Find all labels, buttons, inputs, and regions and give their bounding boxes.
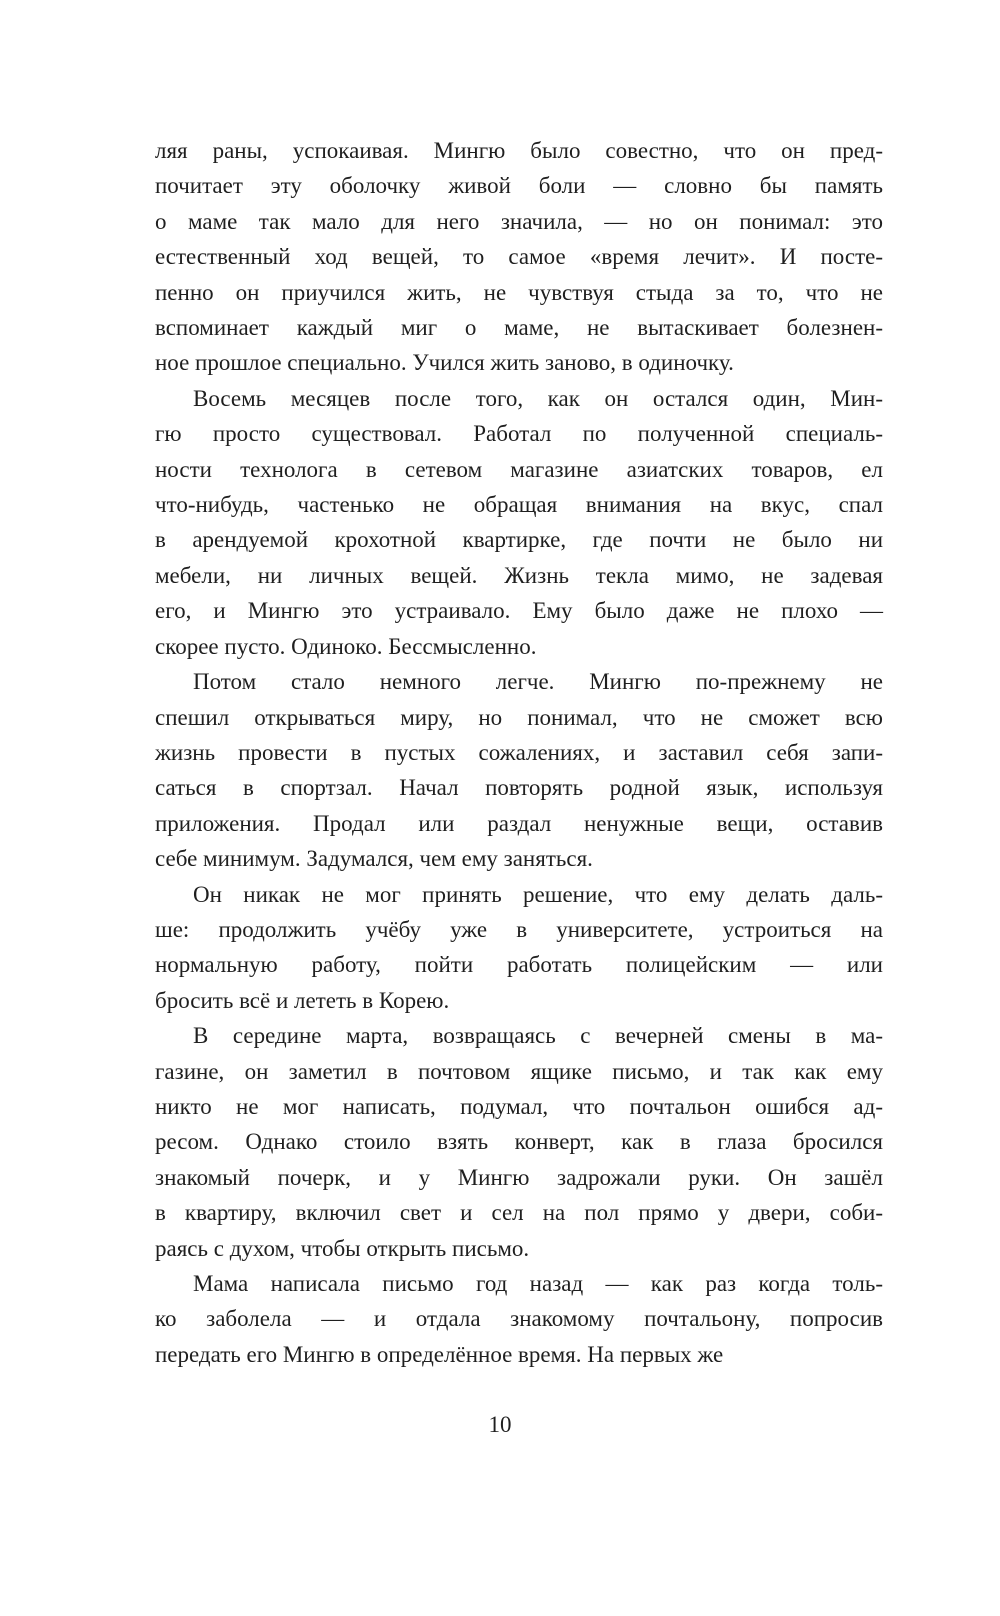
text-line: саться в спортзал. Начал повторять родной язык, используя <box>155 775 883 801</box>
text-line: жизнь провести в пустых сожалениях, и заставил себя запи- <box>155 739 883 765</box>
text-line: в квартиру, включил свет и сел на пол прямо у двери, соби- <box>155 1200 883 1226</box>
text-line: почитает эту оболочку живой боли — словно бы память <box>155 173 883 199</box>
text-line: Потом стало немного легче. Мингю по-прежнему не <box>193 669 883 695</box>
text-line: ляя раны, успокаивая. Мингю было совестно, что он пред- <box>155 138 883 163</box>
text-line: естественный ход вещей, то самое «время лечит». И посте- <box>155 244 883 270</box>
text-line: гю просто существовал. Работал по полученной специаль- <box>155 421 883 447</box>
text-line: Восемь месяцев после того, как он остался один, Мин- <box>193 385 883 411</box>
text-line: знакомый почерк, и у Мингю задрожали руки. Он зашёл <box>155 1164 883 1190</box>
paragraph <box>155 877 883 1019</box>
text-line: в арендуемой крохотной квартирке, где почти не было ни <box>155 527 883 553</box>
text-line: В середине марта, возвращаясь с вечерней смены в ма- <box>193 1023 883 1049</box>
paragraph <box>155 133 883 381</box>
text-line: ше: продолжить учёбу уже в университете, устроиться на <box>155 916 883 942</box>
text-line: спешил открываться миру, но понимал, что не сможет всю <box>155 704 883 730</box>
text-line: себе минимум. Задумался, чем ему заняться. <box>155 846 593 872</box>
text-line: его, и Мингю это устраивало. Ему было даже не плохо — <box>155 598 883 624</box>
text-block <box>155 133 883 1372</box>
text-line: вспоминает каждый миг о маме, не вытаскивает болезнен- <box>155 315 883 341</box>
text-line: что-нибудь, частенько не обращая внимания на вкус, спал <box>155 492 883 518</box>
text-line: приложения. Продал или раздал ненужные вещи, оставив <box>155 810 883 836</box>
text-line: пенно он приучился жить, не чувствуя стыда за то, что не <box>155 279 883 305</box>
text-line: бросить всё и лететь в Корею. <box>155 987 450 1013</box>
text-line: мебели, ни личных вещей. Жизнь текла мимо, не задевая <box>155 562 883 588</box>
text-line: нормальную работу, пойти работать полицейским — или <box>155 952 883 978</box>
text-line: ко заболела — и отдала знакомому почтальону, попросив <box>155 1306 883 1332</box>
text-line: ресом. Однако стоило взять конверт, как в глаза бросился <box>155 1129 883 1155</box>
text-line: ное прошлое специально. Учился жить заново, в одиночку. <box>155 350 734 376</box>
page-number: 10 <box>488 1412 512 1437</box>
text-line: Мама написала письмо год назад — как раз когда толь- <box>193 1271 883 1296</box>
paragraph <box>155 1018 883 1266</box>
text-line: никто не мог написать, подумал, что почтальон ошибся ад- <box>155 1093 883 1119</box>
paragraph <box>155 381 883 664</box>
text-line: о маме так мало для него значила, — но он понимал: это <box>155 208 883 234</box>
text-line: скорее пусто. Одиноко. Бессмысленно. <box>155 633 537 659</box>
text-line: газине, он заметил в почтовом ящике письмо, и так как ему <box>155 1058 883 1084</box>
text-line: передать его Мингю в определённое время. На первых же <box>155 1341 724 1367</box>
paragraph <box>155 1266 883 1372</box>
text-line: раясь с духом, чтобы открыть письмо. <box>155 1235 530 1261</box>
text-line: ности технолога в сетевом магазине азиатских товаров, ел <box>155 456 883 482</box>
text-line: Он никак не мог принять решение, что ему делать даль- <box>193 881 883 907</box>
paragraph <box>155 664 883 876</box>
